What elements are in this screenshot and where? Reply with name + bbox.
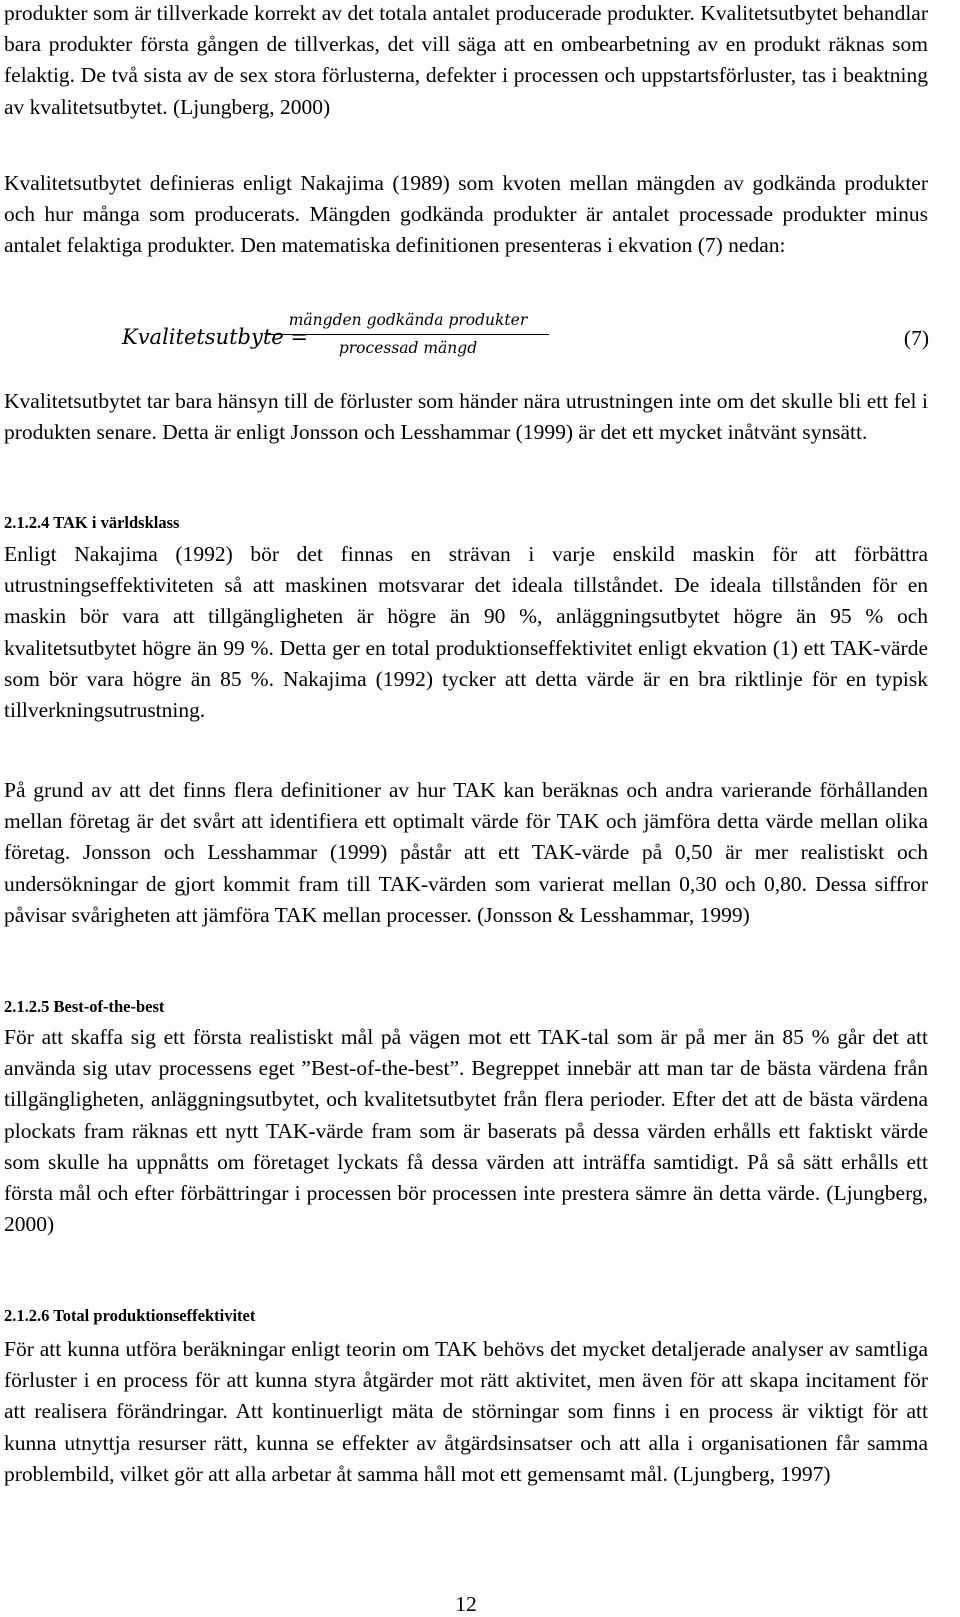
page-number: 12 (455, 1592, 477, 1616)
paragraph-tak-comparison: På grund av att det finns flera definitioner av hur TAK kan beräknas och andra varierande förhållanden mellan företag är det svårt att identifiera ett optimalt värde för TAK och jämföra detta värde mellan olika företag. Jonsson och Lesshammar (1999) påstår att ett TAK-värde på 0,50 är mer realistiskt och undersökningar de gjort kommit fram till TAK-värden som varierat mellan 0,30 och 0,80. Dessa siffror påvisar svårigheten att jämföra TAK mellan processer. (Jonsson & Lesshammar, 1999) (4, 778, 928, 927)
equation-7 (0, 310, 960, 370)
paragraph-best-of-the-best: För att skaffa sig ett första realistiskt mål på vägen mot ett TAK-tal som är på mer än 85 % går det att använda sig utav processens eget ”Best-of-the-best”. Begreppet innebär att man tar de bästa värdena från tillgängligheten, anläggningsutbytet, och kvalitetsutbytet från flera perioder. Efter det att de bästa värdena plockats fram räknas ett nytt TAK-värde fram som är baserats på dessa värden erhålls ett faktiskt värde som skulle ha uppnåtts om företaget lyckats få dessa värden att inträffa samtidigt. På så sätt erhålls ett första mål och efter förbättringar i processen bör processen inte prestera sämre än detta värde. (Ljungberg, 2000) (4, 1025, 928, 1237)
fraction-bar (267, 334, 549, 335)
paragraph-tak-world-class: Enligt Nakajima (1992) bör det finnas en strävan i varje enskild maskin för att förbättra utrustningseffektiviteten så att maskinen motsvarar det ideala tillståndet. De ideala tillstånden för en maskin bör vara att tillgängligheten är högre än 90 %, anläggningsutbytet högre än 95 % och kvalitetsutbytet högre än 99 %. Detta ger en total produktionseffektivitet enligt ekvation (1) ett TAK-värde som bör vara högre än 85 %. Nakajima (1992) tycker att detta värde är en bra riktlinje för en typisk tillverkningsutrustning. (4, 542, 928, 723)
paragraph-quality-yield-definition: Kvalitetsutbytet definieras enligt Nakajima (1989) som kvoten mellan mängden av godkända produkter och hur många som producerats. Mängden godkända produkter är antalet processade produkter minus antalet felaktiga produkter. Den matematiska definitionen presenteras i ekvation (7) nedan: (4, 171, 928, 258)
section-heading-best-of-the-best: 2.1.2.5 Best-of-the-best (4, 997, 165, 1016)
equation-number: (7) (903, 326, 929, 350)
equation-fraction (267, 310, 549, 358)
paragraph-total-production-efficiency: För att kunna utföra beräkningar enligt teorin om TAK behövs det mycket detaljerade analyser av samtliga förluster i en process för att kunna styra åtgärder mot rätt aktivitet, men även för att skapa incitament för att realisera förändringar. Att kontinuerligt mäta de störningar som finns i en process är viktigt för att kunna utnyttja resurser rätt, kunna se effekter av åtgärdsinsatser och att alla i organisationen får samma problembild, vilket gör att alla arbetar åt samma håll mot ett gemensamt mål. (Ljungberg, 1997) (4, 1337, 928, 1486)
section-heading-total-production-efficiency: 2.1.2.6 Total produktionseffektivitet (4, 1306, 256, 1325)
section-heading-tak-world-class: 2.1.2.4 TAK i världsklass (4, 513, 180, 532)
equation-denominator: processad mängd (338, 339, 478, 357)
paragraph-quality-yield-limitation: Kvalitetsutbytet tar bara hänsyn till de förluster som händer nära utrustningen inte om det skulle bli ett fel i produkten senare. Detta är enligt Jonsson och Lesshammar (1999) är det ett mycket inåtvänt synsätt. (4, 389, 928, 445)
equation-lhs: Kvalitetsutbyte = (122, 325, 308, 349)
equation-numerator: mängden godkända produkter (288, 311, 528, 329)
paragraph-quality-yield-intro: produkter som är tillverkade korrekt av det totala antalet producerade produkter. Kvalitetsutbytet behandlar bara produkter första gången de tillverkas, det vill säga att en ombearbetning av en produkt räknas som felaktig. De två sista av de sex stora förlusterna, defekter i processen och uppstartsförluster, tas i beaktning av kvalitetsutbytet. (Ljungberg, 2000) (4, 1, 928, 119)
